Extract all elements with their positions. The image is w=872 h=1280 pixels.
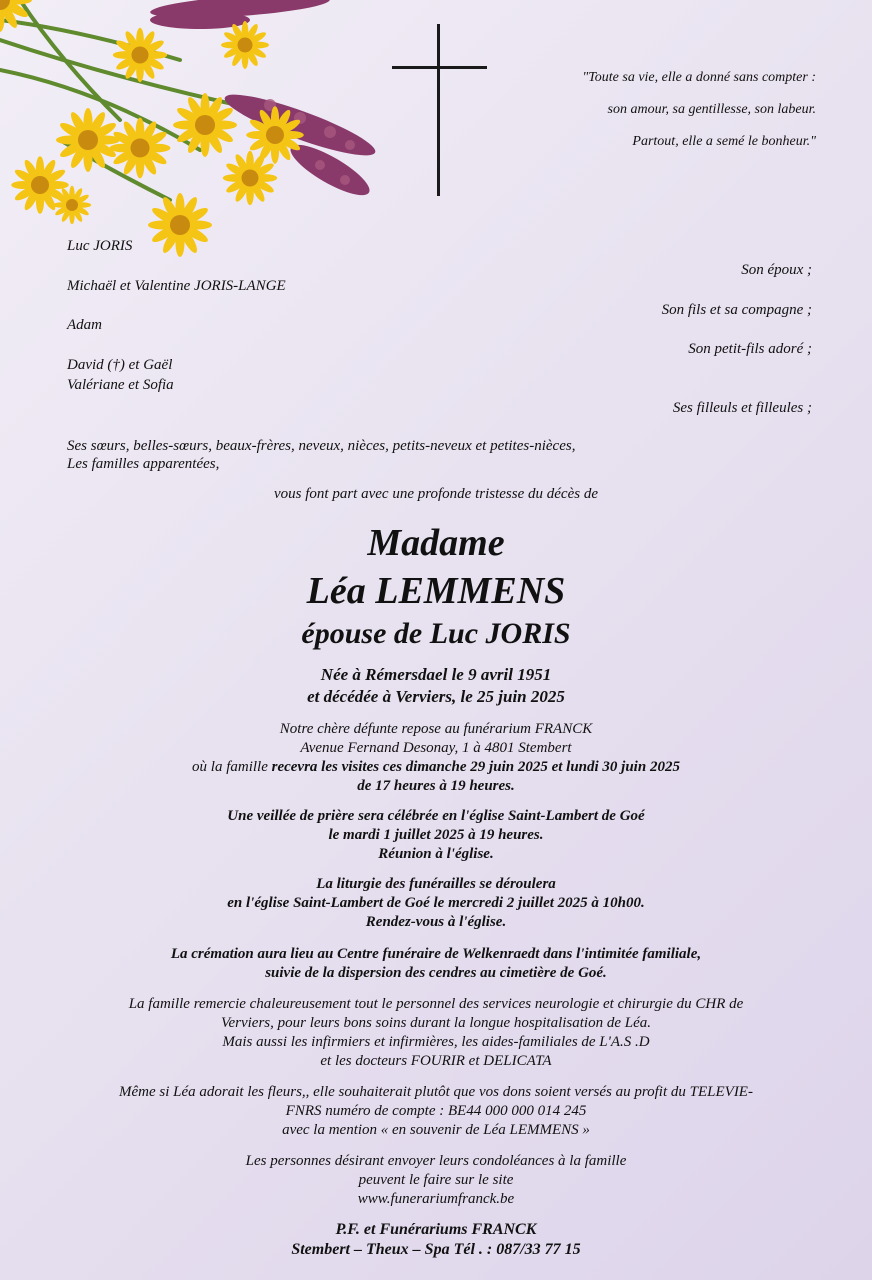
donations-line: avec la mention « en souvenir de Léa LEMMENS » <box>282 1122 590 1138</box>
website-link[interactable]: www.funerariumfranck.be <box>357 1191 515 1207</box>
visits-line <box>0 758 872 777</box>
quote-line: "Toute sa vie, elle a donné sans compter : <box>582 70 816 85</box>
donations-line: FNRS numéro de compte : BE44 000 000 014 245 <box>285 1103 587 1119</box>
thanks-line: Mais aussi les infirmiers et infirmières, les aides-familiales de L'A.S .D <box>222 1034 650 1050</box>
family-relation: Son fils et sa compagne ; <box>661 302 812 318</box>
deceased-name: Léa LEMMENS <box>306 570 566 612</box>
donations-block <box>0 1083 872 1140</box>
thanks-line: Verviers, pour leurs bons soins durant la longue hospitalisation de Léa. <box>220 1015 651 1031</box>
cross-icon <box>392 24 487 196</box>
family-relation: Son époux ; <box>741 262 812 278</box>
deceased-dates <box>0 664 872 708</box>
visits-hours: de 17 heures à 19 heures. <box>357 778 515 794</box>
visits-block <box>0 720 872 796</box>
relatives-line: Les familles apparentées, <box>67 456 220 472</box>
funeral-home-name: P.F. et Funérariums FRANCK <box>335 1221 537 1238</box>
funeral-block <box>0 875 872 932</box>
vigil-line: Réunion à l'église. <box>378 846 494 862</box>
donations-line: Même si Léa adorait les fleurs,, elle souhaiterait plutôt que vos dons soient versés au profit du TELEVIE- <box>119 1084 753 1100</box>
family-relation: Ses filleuls et filleules ; <box>672 400 812 416</box>
cremation-line: La crémation aura lieu au Centre funéraire de Welkenraedt dans l'intimitée familiale, <box>170 946 702 962</box>
visits-dates: recevra les visites ces dimanche 29 juin 2025 et lundi 30 juin 2025 <box>271 759 680 775</box>
family-name: David (†) et Gaël <box>67 357 173 373</box>
thanks-line: et les docteurs FOURIR et DELICATA <box>320 1053 552 1069</box>
relatives-line: Ses sœurs, belles-sœurs, beaux-frères, neveux, nièces, petits-neveux et petites-nièces, <box>67 438 576 454</box>
vigil-line: Une veillée de prière sera célébrée en l'église Saint-Lambert de Goé <box>227 808 645 824</box>
thanks-block <box>0 995 872 1071</box>
funeral-home-contact: Stembert – Theux – Spa Tél . : 087/33 77 15 <box>291 1241 581 1258</box>
visits-line: Avenue Fernand Desonay, 1 à 4801 Stembert <box>300 740 572 756</box>
deceased-title: Madame <box>367 522 505 564</box>
family-name: Valériane et Sofia <box>67 377 174 393</box>
funeral-line: Rendez-vous à l'église. <box>365 914 507 930</box>
family-name: Michaël et Valentine JORIS-LANGE <box>67 278 286 294</box>
condolences-line: Les personnes désirant envoyer leurs condoléances à la famille <box>245 1153 627 1169</box>
thanks-line: La famille remercie chaleureusement tout le personnel des services neurologie et chirurgie du CHR de <box>128 996 744 1012</box>
condolences-line: peuvent le faire sur le site <box>358 1172 514 1188</box>
quote-line: son amour, sa gentillesse, son labeur. <box>607 102 816 117</box>
cremation-line: suivie de la dispersion des cendres au cimetière de Goé. <box>265 965 607 981</box>
memorial-quote <box>476 62 816 158</box>
funeral-line: La liturgie des funérailles se déroulera <box>316 876 556 892</box>
vigil-line: le mardi 1 juillet 2025 à 19 heures. <box>328 827 544 843</box>
death-line: et décédée à Verviers, le 25 juin 2025 <box>307 687 565 706</box>
cremation-block <box>0 945 872 983</box>
announcement: vous font part avec une profonde tristesse du décès de <box>274 486 598 502</box>
condolences-block <box>0 1152 872 1209</box>
family-relation: Son petit-fils adoré ; <box>688 341 812 357</box>
funeral-line: en l'église Saint-Lambert de Goé le mercredi 2 juillet 2025 à 10h00. <box>227 895 645 911</box>
visits-text: où la famille <box>192 759 272 775</box>
birth-line: Née à Rémersdael le 9 avril 1951 <box>320 665 552 684</box>
funeral-home-footer <box>0 1220 872 1260</box>
deceased-spouse: épouse de Luc JORIS <box>301 617 571 650</box>
vigil-block <box>0 807 872 864</box>
quote-line: Partout, elle a semé le bonheur." <box>632 134 816 149</box>
family-name: Adam <box>67 317 102 333</box>
visits-line: Notre chère défunte repose au funérarium FRANCK <box>279 721 593 737</box>
family-name: Luc JORIS <box>67 238 133 254</box>
relatives <box>67 437 575 473</box>
flower-bouquet-image <box>0 0 400 280</box>
